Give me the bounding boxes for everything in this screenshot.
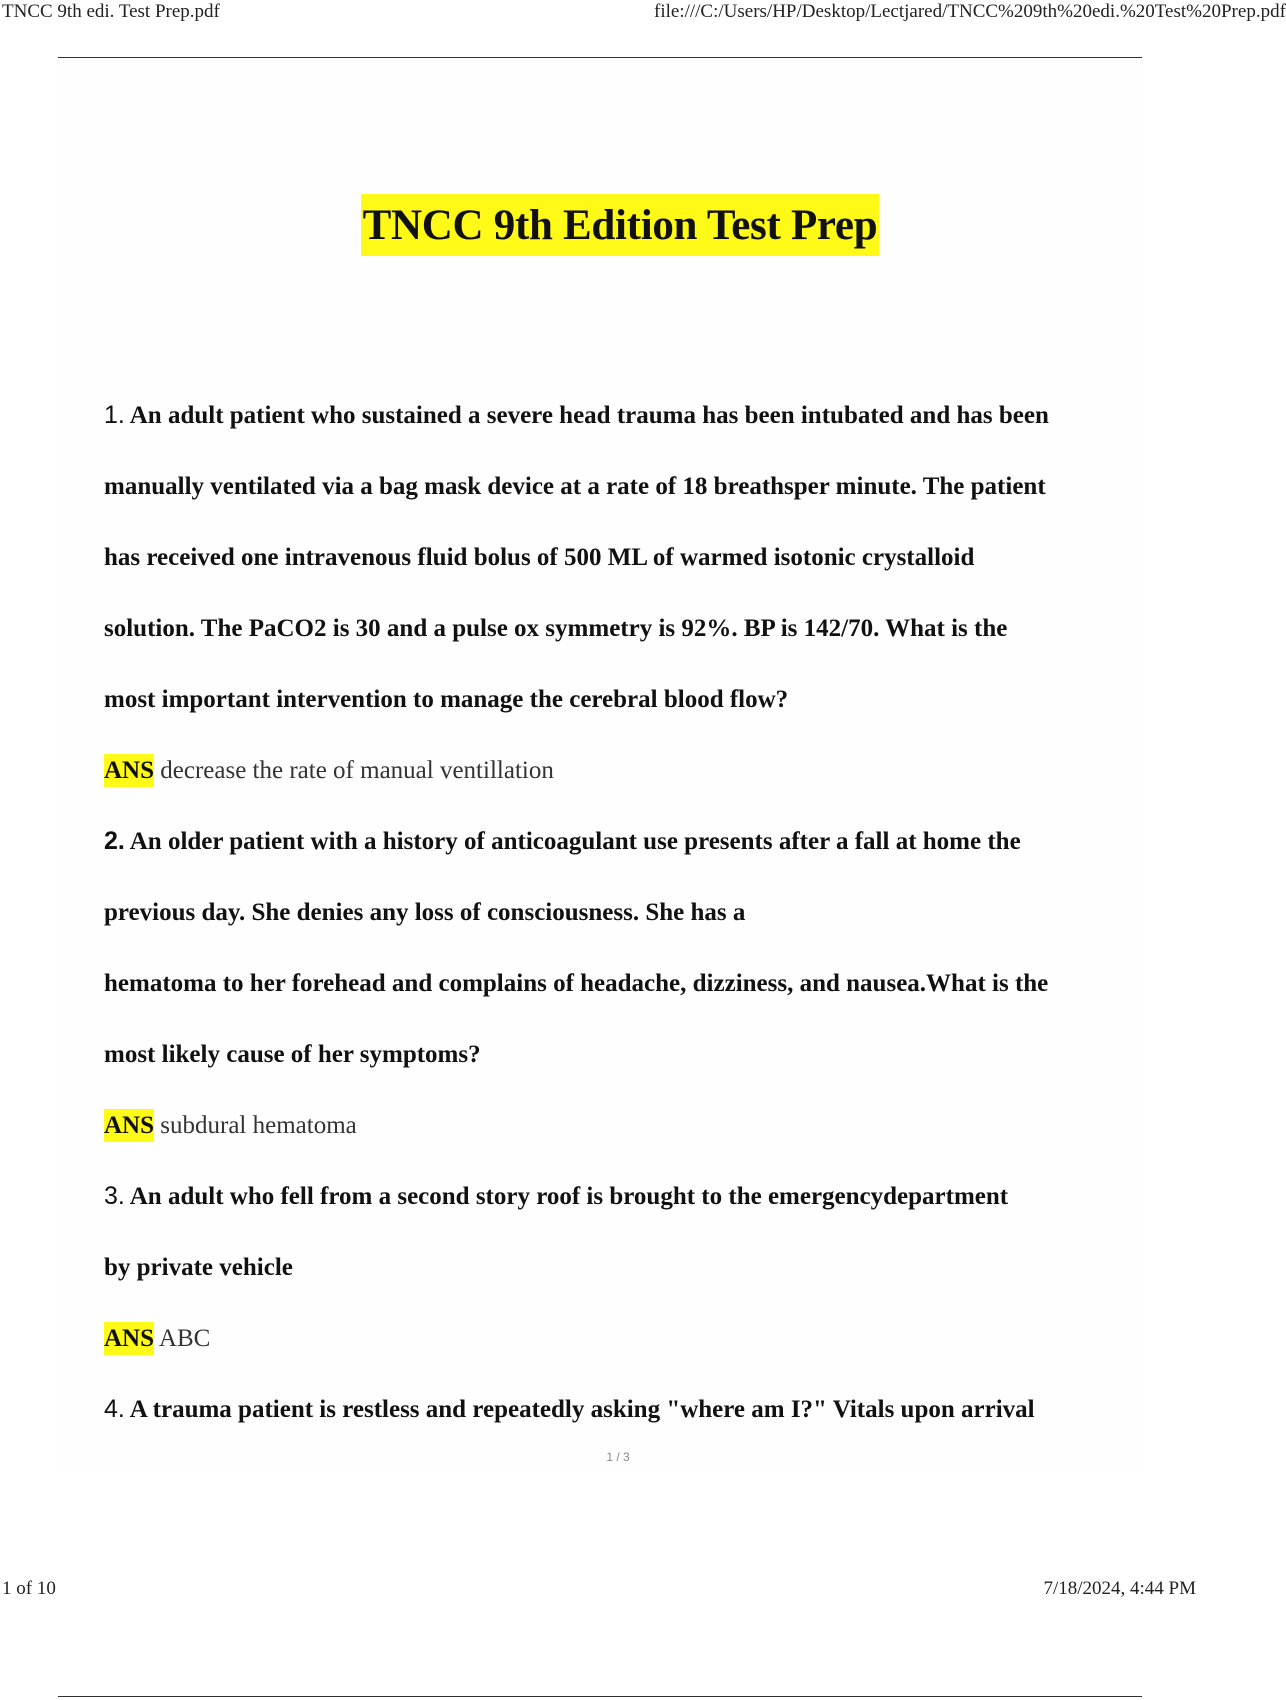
question-2-line-2: previous day. She denies any loss of consciousness. She has a — [104, 899, 746, 926]
question-3-line-2: by private vehicle — [104, 1254, 293, 1281]
print-file-url: file:///C:/Users/HP/Desktop/Lectjared/TNCC%209th%20edi.%20Test%20Prep.pdf — [654, 1, 1286, 22]
answer-tag: ANS — [104, 754, 154, 787]
question-3-number: 3. — [104, 1182, 125, 1210]
question-1-line-3: has received one intravenous fluid bolus of 500 ML of warmed isotonic crystalloid — [104, 544, 975, 571]
title-block — [0, 194, 1240, 256]
question-1-number: 1. — [104, 401, 125, 429]
footer-divider — [58, 1696, 1142, 1697]
answer-tag: ANS — [104, 1322, 154, 1355]
question-1-line-1: 1. An adult patient who sustained a severe head trauma has been intubated and has been — [104, 401, 1049, 429]
print-timestamp: 7/18/2024, 4:44 PM — [1043, 1578, 1196, 1599]
answer-tag: ANS — [104, 1109, 154, 1142]
answer-text: decrease the rate of manual ventillation — [160, 757, 554, 784]
question-3-answer — [104, 1303, 1144, 1374]
question-1-line-5: most important intervention to manage the cerebral blood flow? — [104, 686, 789, 713]
question-list — [104, 380, 1144, 1445]
question-2-line-1: 2. An older patient with a history of anticoagulant use presents after a fall at home the — [104, 827, 1021, 855]
print-header — [0, 0, 1286, 28]
document-title: TNCC 9th Edition Test Prep — [361, 194, 880, 256]
print-doc-title: TNCC 9th edi. Test Prep.pdf — [2, 1, 220, 22]
question-2-number: 2. — [104, 827, 125, 855]
question-4-line-1: 4. A trauma patient is restless and repeatedly asking "where am I?" Vitals upon arrival — [104, 1395, 1035, 1423]
answer-text: subdural hematoma — [160, 1112, 357, 1139]
question-2-answer — [104, 1090, 1144, 1161]
question-3-line-1: 3. An adult who fell from a second story roof is brought to the emergencydepartment — [104, 1182, 1009, 1210]
question-2-line-3: hematoma to her forehead and complains of headache, dizziness, and nausea.What is the — [104, 970, 1049, 997]
question-1-line-4: solution. The PaCO2 is 30 and a pulse ox symmetry is 92%. BP is 142/70. What is the — [104, 615, 1008, 642]
answer-text: ABC — [158, 1325, 211, 1352]
question-2-line-4: most likely cause of her symptoms? — [104, 1041, 481, 1068]
question-4-number: 4. — [104, 1395, 125, 1423]
question-1-line-2: manually ventilated via a bag mask device at a rate of 18 breathsper minute. The patient — [104, 473, 1046, 500]
question-1-answer — [104, 735, 1144, 806]
pdf-page-counter: 1 / 3 — [606, 1450, 630, 1464]
print-page-number: 1 of 10 — [2, 1578, 56, 1599]
